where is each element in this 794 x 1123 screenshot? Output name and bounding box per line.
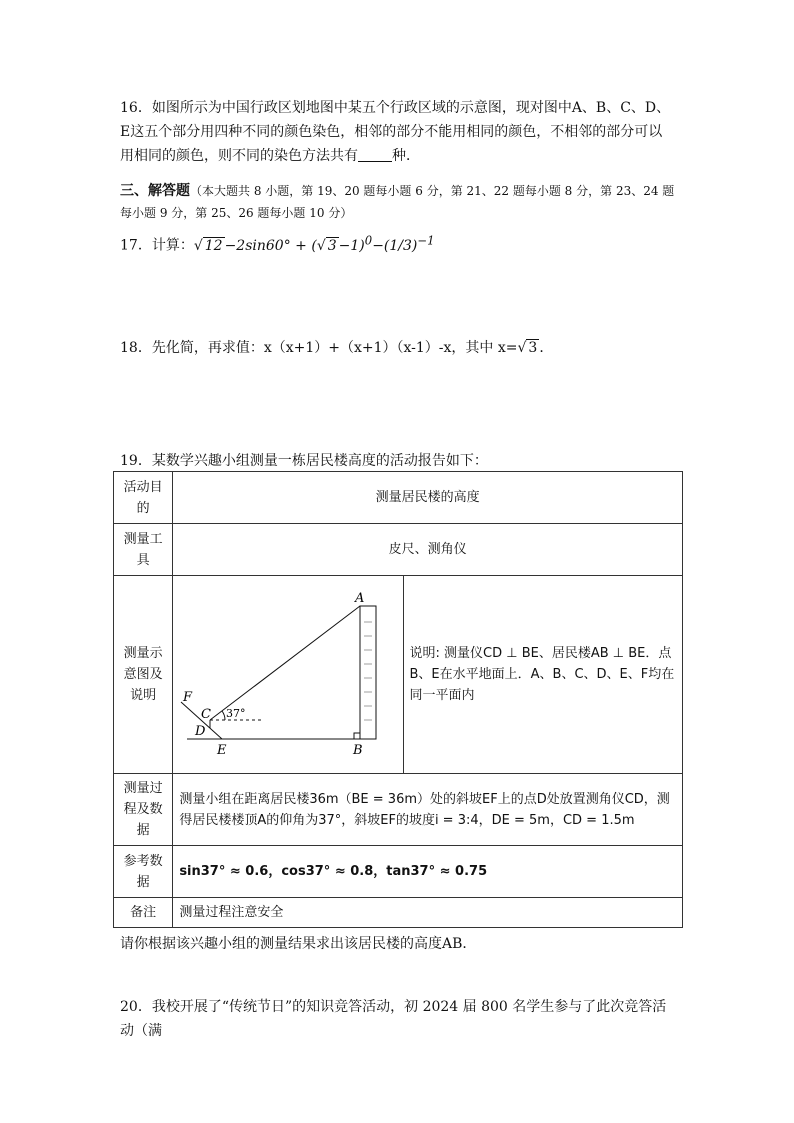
tool-value: 皮尺、测角仪 [173, 524, 683, 576]
fraction-one-third: 1/3 [389, 237, 412, 254]
row-tool [114, 524, 683, 576]
question-20: 20．我校开展了“传统节日”的知识竞答活动，初 2024 届 800 名学生参与了此次竞答活动（满 [120, 999, 667, 1039]
label-a: A [355, 591, 365, 606]
angle-arc [222, 711, 225, 720]
expr-part-d: −1) [338, 237, 365, 254]
measurement-diagram [173, 576, 403, 774]
question-17 [120, 228, 676, 258]
purpose-label: 活动目的 [114, 472, 173, 524]
note-label: 备注 [114, 898, 173, 928]
question-17-prefix: 17．计算： [120, 237, 194, 254]
reference-value: sin37° ≈ 0.6，cos37° ≈ 0.8，tan37° ≈ 0.75 [173, 846, 683, 898]
answer-blank[interactable] [358, 147, 392, 162]
expr-part-e: −( [372, 237, 390, 254]
question-18: 18．先化简，再求值：x（x+1）+（x+1）（x-1）-x，其中 x=√ 3 ． [120, 340, 554, 356]
section-3-note: （本大题共 8 小题，第 19、20 题每小题 6 分，第 21、22 题每小题 8 分，第 23、24 题每小题 9 分，第 25、26 题每小题 10 分） [120, 184, 675, 220]
radicand-3: 3 [327, 237, 337, 254]
diagram-description: 说明: 测量仪CD ⊥ BE、居民楼AB ⊥ BE．点B、E在水平地面上．A、B、C、D、E、F均在同一平面内 [403, 576, 682, 774]
row-reference [114, 846, 683, 898]
label-c: C [201, 707, 212, 722]
question-19-ask: 请你根据该兴趣小组的测量结果求出该居民楼的高度AB． [120, 936, 477, 952]
exponent-neg1: −1 [417, 233, 435, 247]
label-b: B [353, 743, 363, 758]
exponent-0: 0 [364, 233, 373, 247]
question-18-text: 18．先化简，再求值：x（x+1）+（x+1）（x-1）-x，其中 x= [120, 340, 518, 356]
sight-line-ca [210, 606, 360, 720]
row-diagram [114, 576, 683, 774]
expr-part-b: −2sin60° + ( [224, 237, 317, 254]
building-diagram-svg [173, 576, 401, 766]
question-18-root: 3 [528, 340, 538, 356]
label-angle: 37° [226, 707, 246, 720]
building-shape [360, 606, 376, 739]
expr: √ 12 −2sin60° + (√ $3 -1)^0-(1/3)^{-1}$ [193, 233, 435, 254]
question-16 [120, 96, 676, 168]
expr-part-f: ) [411, 237, 418, 254]
section-3-title: 三、解答题 [120, 183, 190, 199]
row-purpose [114, 472, 683, 524]
section-3-heading [120, 180, 676, 224]
label-e: E [217, 743, 227, 758]
question-19-intro: 19．某数学兴趣小组测量一栋居民楼高度的活动报告如下： [120, 453, 488, 469]
question-16-tail: 种． [392, 148, 420, 164]
process-value: 测量小组在距离居民楼36m（BE = 36m）处的斜坡EF上的点D处放置测角仪CD，测得居民楼楼顶A的仰角为37°，斜坡EF的坡度i = 3:4，DE = 5m，CD = 1.5m [173, 774, 683, 846]
process-label: 测量过程及数据 [114, 774, 173, 846]
right-angle-mark [354, 733, 360, 739]
purpose-value: 测量居民楼的高度 [173, 472, 683, 524]
label-f: F [183, 690, 193, 705]
radicand-12: 12 [204, 237, 223, 254]
row-note [114, 898, 683, 928]
activity-report-table [113, 471, 683, 928]
diagram-label: 测量示意图及说明 [114, 576, 173, 774]
row-process [114, 774, 683, 846]
tool-label: 测量工具 [114, 524, 173, 576]
question-16-text: 16．如图所示为中国行政区划地图中某五个行政区域的示意图，现对图中A、B、C、D、E这五个部分用四种不同的颜色染色，相邻的部分不能用相同的颜色，不相邻的部分可以用相同的颜色，则不同的染色方法共有 [120, 100, 671, 164]
question-18-end: ． [539, 340, 554, 356]
reference-label: 参考数据 [114, 846, 173, 898]
building-floor-marks [364, 622, 372, 720]
note-value: 测量过程注意安全 [173, 898, 683, 928]
label-d: D [195, 724, 206, 739]
